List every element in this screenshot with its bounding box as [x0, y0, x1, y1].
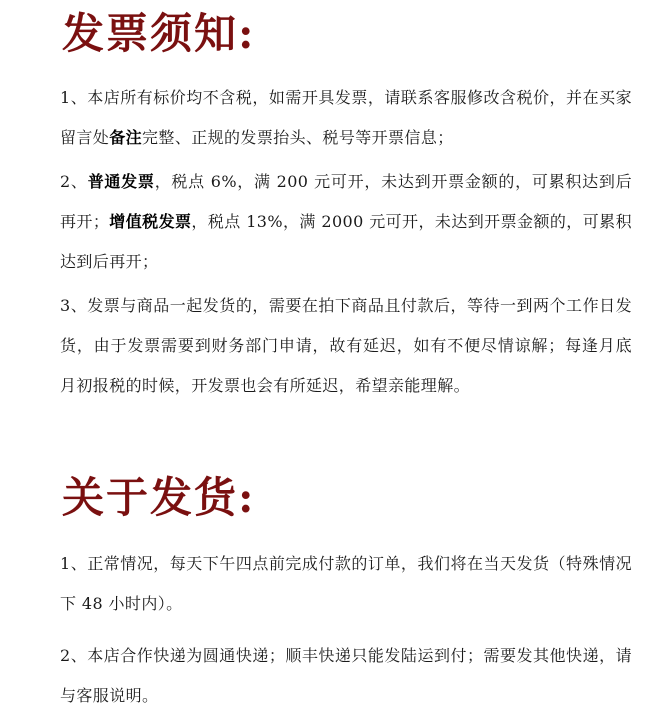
invoice-item-3: 3、发票与商品一起发货的，需要在拍下商品且付款后，等待一到两个工作日发货，由于发票需要到财务部门申请，故有延迟，如有不便尽情谅解；每逢月底月初报税的时候，开发票也会有所延迟，希望亲能理解。 [60, 296, 632, 395]
invoice-item-2-number: 2、 [60, 172, 88, 191]
invoice-item-2 [60, 162, 632, 282]
invoice-item-1-text-c: 完整、正规的发票抬头、税号等开票信息； [142, 128, 454, 147]
shipping-item-1: 1、正常情况，每天下午四点前完成付款的订单，我们将在当天发货（特殊情况下 48 小时内）。 [60, 554, 632, 613]
invoice-notice-heading: 发票须知: [62, 9, 256, 58]
shipping-heading: 关于发货: [62, 473, 256, 522]
shipping-item-2: 2、本店合作快递为圆通快递；顺丰快递只能发陆运到付；需要发其他快递，请与客服说明。 [60, 646, 632, 705]
invoice-item-2-normal-invoice: 普通发票 [87, 172, 155, 191]
invoice-item-1 [60, 78, 632, 158]
invoice-item-2-vat-invoice: 增值税发票 [109, 212, 192, 231]
invoice-item-2-vat-terms: ，税点 13%，满 2000 元可开，未达到开票金额的，可累积达到后再开； [60, 212, 632, 271]
invoice-item-1-emphasis: 备注 [109, 128, 143, 147]
invoice-item-2-normal-terms: ，税点 6%，满 200 元可开，未达到开票金额的，可累积达到后再开； [60, 172, 633, 231]
invoice-item-1-text-a: 1、本店所有标价均不含税，如需开具发票，请联系客服修改含税价，并在买家留言处 [60, 88, 632, 147]
